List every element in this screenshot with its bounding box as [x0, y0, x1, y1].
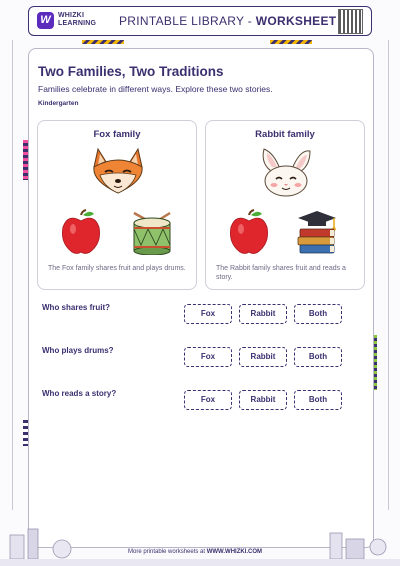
footer-link[interactable]: WWW.WHIZKI.COM [206, 549, 263, 555]
footer-text [128, 549, 262, 555]
drum-icon [130, 209, 174, 255]
page-header [28, 6, 372, 36]
question-2: Who plays drums? [42, 346, 114, 355]
header-stripe-left [82, 40, 124, 44]
footer-prefix: More printable worksheets at [128, 549, 207, 555]
answer-option-rabbit[interactable]: Rabbit [239, 304, 287, 324]
header-title [119, 14, 336, 28]
question-3: Who reads a story? [42, 389, 117, 398]
question-1: Who shares fruit? [42, 303, 111, 312]
answer-option-fox[interactable]: Fox [184, 347, 232, 367]
apple-icon [60, 209, 102, 255]
answer-option-fox[interactable]: Fox [184, 390, 232, 410]
bottom-decoration [0, 515, 400, 566]
header-title-prefix: PRINTABLE LIBRARY - [119, 14, 256, 28]
whizki-logo: W [37, 12, 54, 29]
answer-option-rabbit[interactable]: Rabbit [239, 390, 287, 410]
family-title: Rabbit family [255, 129, 315, 140]
answer-option-fox[interactable]: Fox [184, 304, 232, 324]
family-description: The Fox family shares fruit and plays drums. [48, 265, 186, 272]
worksheet-title: Two Families, Two Traditions [38, 64, 224, 79]
rabbit-family-card [205, 120, 365, 290]
worksheet-subtitle: Families celebrate in different ways. Explore these two stories. [38, 84, 273, 94]
family-description: The Rabbit family shares fruit and reads a story. [216, 265, 346, 281]
frame-border-right [388, 40, 389, 510]
qr-code-icon [338, 9, 363, 34]
brand-line-2: LEARNING [58, 20, 97, 27]
fox-face-icon [88, 145, 148, 195]
header-stripe-right [270, 40, 312, 44]
answer-option-both[interactable]: Both [294, 304, 342, 324]
answer-option-both[interactable]: Both [294, 390, 342, 410]
books-with-graduation-cap-icon [294, 209, 340, 255]
header-title-bold: WORKSHEET [255, 14, 337, 28]
frame-border-left [12, 40, 13, 510]
brand-line-1: WHIZKI [58, 12, 85, 19]
answer-option-both[interactable]: Both [294, 347, 342, 367]
family-title: Fox family [93, 129, 141, 140]
rabbit-face-icon [256, 145, 316, 197]
brand-name [58, 12, 96, 28]
answer-option-rabbit[interactable]: Rabbit [239, 347, 287, 367]
fox-family-card [37, 120, 197, 290]
apple-icon [228, 209, 270, 255]
grade-label: Kindergarten [38, 100, 79, 107]
